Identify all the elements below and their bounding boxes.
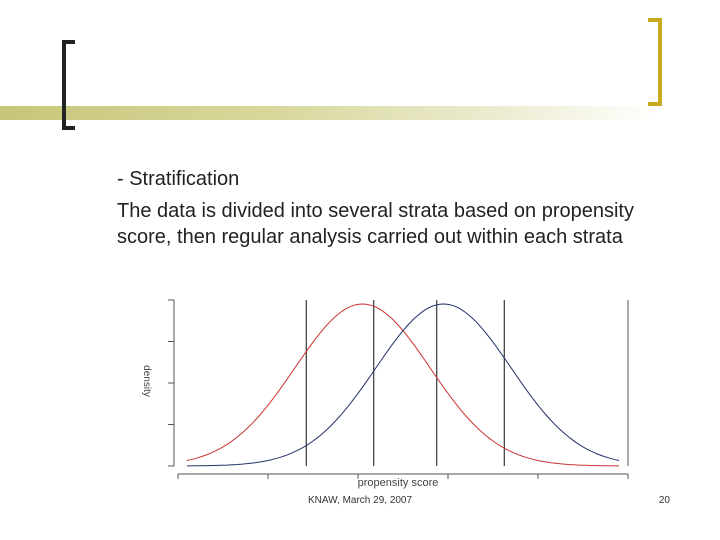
title-bar-band: [0, 106, 660, 120]
slide-body: [117, 166, 677, 250]
slide-description: The data is divided into several strata based on propensity score, then regular analysis carried out within each strata: [117, 200, 634, 248]
density-curve-1: [187, 304, 619, 466]
right-bracket-decoration: [648, 18, 662, 106]
stratification-chart: [130, 296, 635, 491]
slide-bullet-stratification: - Stratification: [117, 168, 240, 190]
y-axis-label: density: [141, 365, 152, 397]
footer-text: KNAW, March 29, 2007: [307, 495, 413, 506]
x-axis-label: propensity score: [357, 477, 439, 489]
page-number: 20: [658, 495, 670, 506]
density-curve-2: [187, 304, 619, 466]
density-curves: [187, 304, 619, 466]
chart-axes: [168, 300, 628, 479]
left-bracket-decoration: [62, 40, 75, 130]
strata-boundaries: [306, 300, 504, 466]
